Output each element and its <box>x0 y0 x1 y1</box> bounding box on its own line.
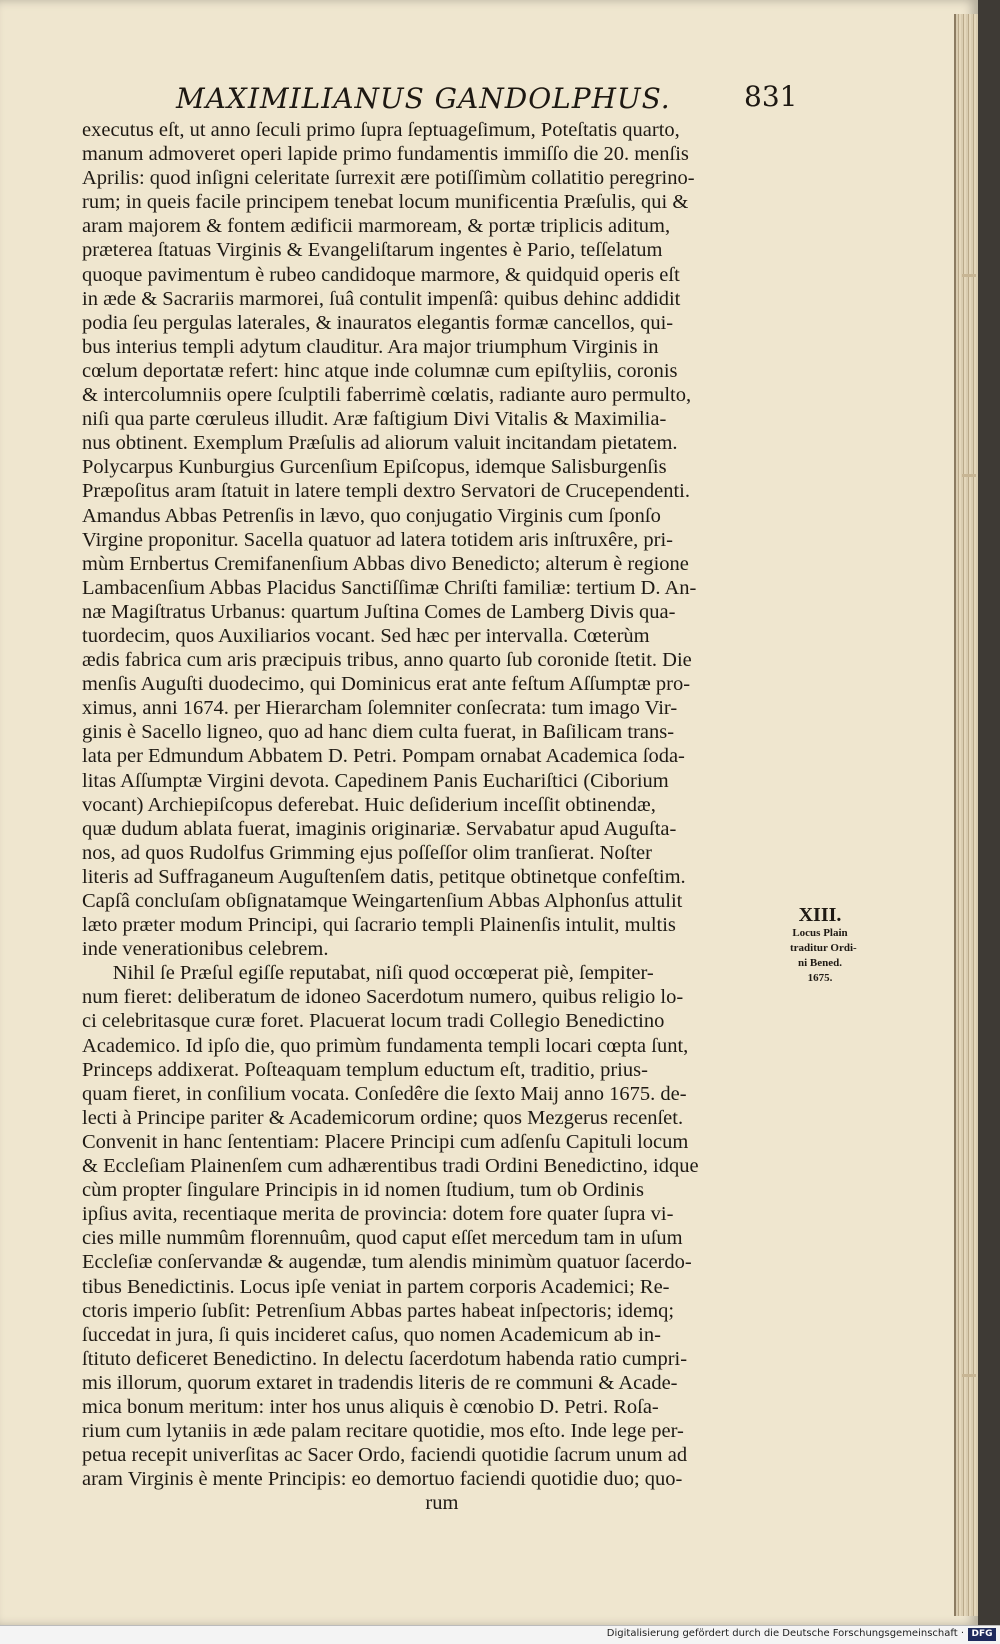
text-line: Convenit in hanc ſententiam: Placere Principi cum adſenſu Capituli locum <box>82 1130 689 1153</box>
body-text <box>82 118 794 1515</box>
text-line: & intercolumniis opere ſculptili faberrimè cœlatis, radiante auro permulto, <box>82 384 692 407</box>
margin-note <box>790 904 857 986</box>
text-line: vocant) Archiepiſcopus deferebat. Huic deſiderium inceſſit obtinendæ, <box>82 793 656 816</box>
text-line: petua recepit univerſitas ac Sacer Ordo, faciendi quotidie ſacrum unum ad <box>82 1444 688 1467</box>
text-line: rium cum lytaniis in æde palam recitare quotidie, mos eſto. Inde lege per- <box>82 1420 684 1443</box>
text-line: aram majorem & fontem ædificii marmoream, & portæ triplicis aditum, <box>82 215 671 238</box>
text-line: in æde & Sacrariis marmorei, ſuâ contulit impenſâ: quibus dehinc addidit <box>82 287 681 310</box>
text-line: tibus Benedictinis. Locus ipſe veniat in partem corporis Academici; Re- <box>82 1275 670 1298</box>
text-line: cœlum deportatæ refert: hinc atque inde columnæ cum epiſtyliis, coronis <box>82 359 678 382</box>
text-line: aram Virginis è mente Principis: eo demortuo faciendi quotidie duo; quo- <box>82 1468 683 1491</box>
page-edge-mark <box>962 274 976 277</box>
text-line: ipſius avita, recentiaque merita de provincia: dotem fore quater ſupra vi- <box>82 1203 674 1226</box>
margin-note-line: Locus Plain <box>792 927 848 939</box>
footer-bar <box>0 1625 1000 1644</box>
text-line: læto præter modum Principi, qui ſacrario templi Plainenſis intulit, multis <box>82 914 676 937</box>
margin-note-line: ni Bened. <box>797 957 842 969</box>
margin-note-line: 1675. <box>807 972 833 984</box>
page-edge-mark <box>962 1374 976 1377</box>
text-line: mis illorum, quorum extaret in tradendis literis de re communi & Acade- <box>82 1371 678 1394</box>
text-line: inde venerationibus celebrem. <box>82 938 329 961</box>
page-edge <box>954 14 978 1616</box>
text-line: quoque pavimentum è rubeo candidoque marmore, & quidquid operis eſt <box>82 263 680 286</box>
margin-note-number: XIII. <box>798 904 842 926</box>
text-line: ctoris imperio ſubſit: Petrenſium Abbas partes habeat inſpectoris; idemq; <box>82 1299 675 1322</box>
text-line: ximus, anni 1674. per Hierarcham ſolemniter conſecrata: tum imago Vir- <box>82 697 678 720</box>
text-line: ædis fabrica cum aris præcipuis tribus, anno quarto ſub coronide ſtetit. Die <box>82 649 692 672</box>
text-line: ſuccedat in jura, ſi quis incideret caſus, quo nomen Academicum ab in- <box>82 1323 661 1346</box>
dfg-logo: DFG <box>968 1628 996 1641</box>
text-line: bus interius templi adytum clauditur. Ara major triumphum Virginis in <box>82 335 659 358</box>
text-line: lecti à Principe pariter & Academicorum ordine; quos Mezgerus recenſet. <box>82 1106 684 1129</box>
text-line: Aprilis: quod inſigni celeritate ſurrexit ære potiſſimùm collatitio peregrino- <box>82 167 695 190</box>
text-line: ginis è Sacello ligneo, quo ad hanc diem culta fuerat, in Baſilicam trans- <box>82 721 675 744</box>
text-line: Capſâ concluſam obſignatamque Weingartenſium Abbas Alphonſus attulit <box>82 890 683 912</box>
text-line: præterea ſtatuas Virginis & Evangeliſtarum ingentes è Pario, teſſelatum <box>82 239 663 262</box>
text-line: cùm propter ſingulare Principis in id nomen ſtudium, tum ob Ordinis <box>82 1179 644 1202</box>
text-line: lata per Edmundum Abbatem D. Petri. Pompam ornabat Academica ſoda- <box>82 745 685 768</box>
footer-text: Digitalisierung gefördert durch die Deutsche Forschungsgemeinschaft · <box>606 1628 964 1639</box>
text-line: Academico. Id ipſo die, quo primùm fundamenta templi locari cœpta ſunt, <box>82 1034 689 1057</box>
text-line: Polycarpus Kunburgius Gurcenſium Epiſcopus, idemque Salisburgenſis <box>82 456 667 479</box>
text-line: & Eccleſiam Plainenſem cum adhærentibus tradi Ordini Benedictino, idque <box>82 1155 699 1178</box>
text-line: executus eſt, ut anno ſeculi primo ſupra ſeptuageſimum, Poteſtatis quarto, <box>82 119 680 141</box>
text-line: num fieret: deliberatum de idoneo Sacerdotum numero, quibus religio lo- <box>82 986 684 1009</box>
text-line: Princeps addixerat. Poſteaquam templum eductum eſt, traditio, prius- <box>82 1058 648 1081</box>
text-line: tuordecim, quos Auxiliarios vocant. Sed hæc per intervalla. Cœterùm <box>82 624 650 647</box>
running-title: MAXIMILIANUS GANDOLPHUS. <box>176 82 671 115</box>
text-line: Præpoſitus aram ſtatuit in latere templi dextro Servatori de Crucependenti. <box>82 480 691 503</box>
text-line: mùm Ernbertus Cremifanenſium Abbas divo Benedicto; alterum è regione <box>82 552 689 575</box>
text-line: quæ dudum ablata fuerat, imaginis originariæ. Servabatur apud Auguſta- <box>82 817 677 840</box>
text-line: Lambacenſium Abbas Placidus Sanctiſſimæ Chriſti familiæ: tertium D. An- <box>82 576 697 599</box>
text-line: menſis Auguſti duodecimo, qui Dominicus erat ante feſtum Aſſumptæ pro- <box>82 673 691 696</box>
text-line: mica bonum meritum: inter hos unus aliquis è cœnobio D. Petri. Roſa- <box>82 1395 659 1418</box>
text-line: næ Magiſtratus Urbanus: quartum Juſtina Comes de Lamberg Divis qua- <box>82 600 676 623</box>
text-line: podia ſeu pergulas laterales, & inauratos elegantis formæ cancellos, qui- <box>82 311 674 334</box>
text-line: nus obtinent. Exemplum Præſulis ad aliorum valuit incitandam pietatem. <box>82 432 678 455</box>
text-line: niſi qua parte cœruleus illudit. Aræ faſtigium Divi Vitalis & Maximilia- <box>82 408 667 431</box>
page-header <box>176 82 816 122</box>
text-line: ci celebritasque curæ foret. Placuerat locum tradi Collegio Benedictino <box>82 1010 665 1033</box>
text-line: quam fieret, in conſilium vocata. Conſedêre die ſexto Maij anno 1675. de- <box>82 1082 687 1105</box>
text-line: Virgine proponitur. Sacella quatuor ad latera totidem aris inſtruxêre, pri- <box>82 528 673 551</box>
page-edge-mark <box>962 474 976 477</box>
text-line: nos, ad quos Rudolfus Grimming ejus poſſeſſor olim tranſierat. Noſter <box>82 841 652 864</box>
text-line: literis ad Suffraganeum Auguſtenſem datis, petitque obtinetque confeſtim. <box>82 865 686 888</box>
margin-note-line: traditur Ordi- <box>790 942 857 954</box>
text-line: cies mille nummûm florennuûm, quod caput eſſet mercedum tam in uſum <box>82 1227 683 1250</box>
text-line: manum admoveret operi lapide primo fundamentis immiſſo die 20. menſis <box>82 143 689 166</box>
text-line: ſtituto deficeret Benedictino. In delectu ſacerdotum habenda ratio cumpri- <box>82 1347 688 1370</box>
text-line: rum; in queis facile principem tenebat locum munificentia Præſulis, qui & <box>82 191 689 214</box>
text-line: Nihil ſe Præſul egiſſe reputabat, niſi quod occœperat piè, ſempiter- <box>82 962 654 985</box>
text-line: litas Aſſumptæ Virgini devota. Capedinem Panis Euchariſtici (Ciborium <box>82 769 669 792</box>
text-line: Amandus Abbas Petrenſis in lævo, quo conjugatio Virginis cum ſponſo <box>82 504 661 527</box>
text-line: rum <box>82 1492 459 1515</box>
page-number: 831 <box>744 80 798 113</box>
text-line: Eccleſiæ conſervandæ & augendæ, tum alendis minimùm quatuor ſacerdo- <box>82 1251 692 1274</box>
